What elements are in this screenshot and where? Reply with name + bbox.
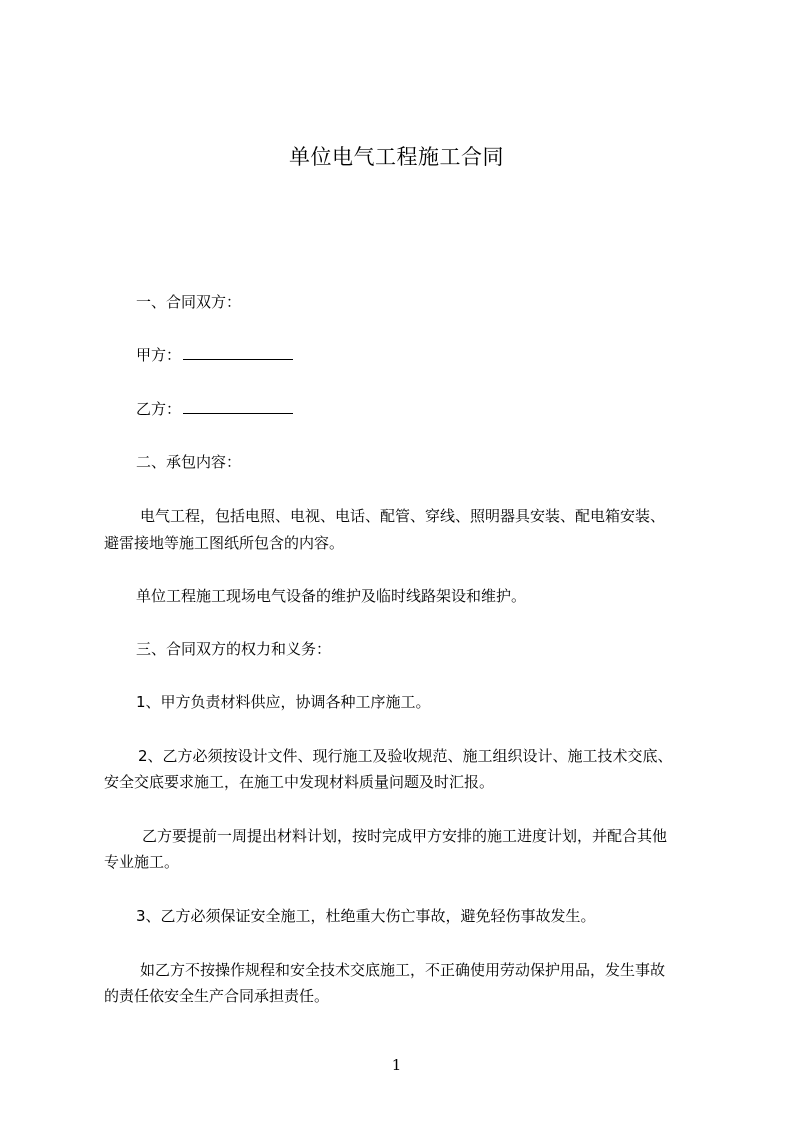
- item1: 1、甲方负责材料供应，协调各种工序施工。: [136, 693, 431, 711]
- section3-heading: 三、合同双方的权力和义务：: [136, 640, 332, 658]
- page-number: 1: [391, 1056, 402, 1074]
- party-a-label: 甲方：: [136, 346, 182, 364]
- party-a-line: [136, 345, 736, 365]
- party-a-blank: [183, 345, 293, 360]
- document-title: 单位电气工程施工合同: [289, 145, 504, 169]
- item2-line2: 安全交底要求施工，在施工中发现材料质量问题及时汇报。: [104, 773, 495, 791]
- party-b-blank: [183, 399, 293, 414]
- content-para2: 单位工程施工现场电气设备的维护及临时线路架设和维护。: [136, 587, 527, 605]
- item3: 3、乙方必须保证安全施工，杜绝重大伤亡事故，避免轻伤事故发生。: [136, 907, 596, 925]
- section1-heading: 一、合同双方：: [136, 293, 242, 311]
- content-para1-line2: 避雷接地等施工图纸所包含的内容。: [104, 534, 345, 552]
- section2-heading: 二、承包内容：: [136, 453, 242, 471]
- item3b-line2: 的责任依安全生产合同承担责任。: [104, 987, 330, 1005]
- item2b-line2: 专业施工。: [104, 853, 180, 871]
- party-b-line: [136, 399, 736, 419]
- item3b-line1: 如乙方不按操作规程和安全技术交底施工，不正确使用劳动保护用品，发生事故: [140, 961, 666, 979]
- party-b-label: 乙方：: [136, 400, 182, 418]
- content-para1-line1: 电气工程，包括电照、电视、电话、配管、穿线、照明器具安装、配电箱安装、: [140, 507, 666, 525]
- item2b-line1: 乙方要提前一周提出材料计划，按时完成甲方安排的施工进度计划，并配合其他: [142, 827, 668, 845]
- item2-line1: 2、乙方必须按设计文件、现行施工及验收规范、施工组织设计、施工技术交底、: [138, 747, 673, 765]
